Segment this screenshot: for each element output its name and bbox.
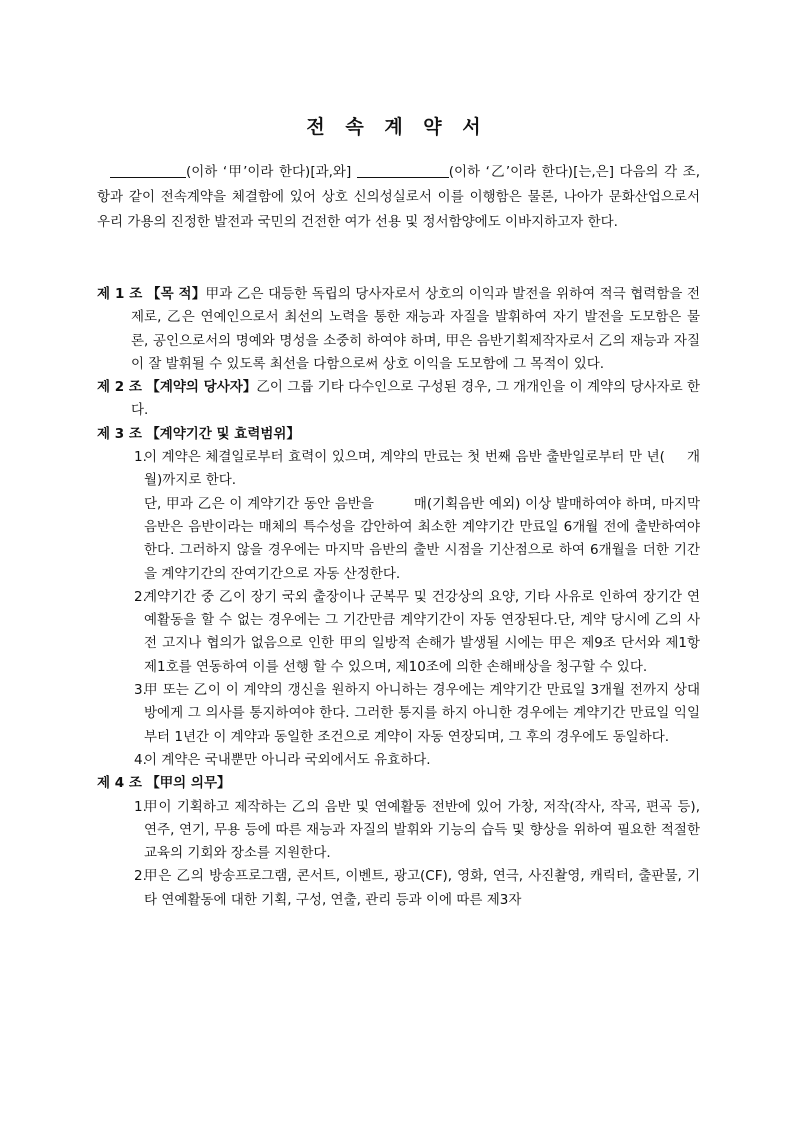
proviso-text: 매(기획음반 예외) 이상 발매하여야 하며, 마지막 음반은 음반이라는 매체의 특수성을 감안하여 최소한 계약기간 만료일 6개월 전에 출반하여야 한다. 그러하지 않을 경우에는 마지막 음반의 출반 시점을 기산점으로 하여 6개월을 더한 기간을 계약기간의 잔여기간으로 자동 산정한다. [144,495,700,582]
article-2-label: 제 2 조 [97,379,142,396]
article-3-item-2 [97,586,700,679]
article-4-item-1 [97,796,700,866]
article-1-label: 제 1 조 [97,286,143,302]
article-4-label: 제 4 조 [97,775,142,792]
article-2-text: 乙이 그룹 기타 다수인으로 구성된 경우, 그 개개인을 이 계약의 당사자로 한다. [131,379,700,419]
item-text: 甲이 기획하고 제작하는 乙의 음반 및 연예활동 전반에 있어 가창, 저작(작사, 작곡, 편곡 등), 연주, 연기, 무용 등에 따른 재능과 자질의 발휘와 기능의 습득 및 향상을 위하여 필요한 적절한 교육의 기회와 장소를 지원한다. [144,798,700,862]
articles [97,283,700,912]
item-text: 이 계약은 체결일로부터 효력이 있으며, 계약의 만료는 첫 번째 음반 출반일로부터 만 년( [144,449,665,466]
item-text: 계약기간 중 乙이 장기 국외 출장이나 군복무 및 건강상의 요양, 기타 사유로 인하여 장기간 연예활동을 할 수 없는 경우에는 그 기간만큼 계약기간이 자동 연장된다.단, 계약 당시에 乙의 사전 고지나 협의가 없음으로 인한 甲의 일방적 손해가 발생될 시에는 甲은 제9조 단서와 제1항 제1호를 연동하여 이를 선행 할 수 있으며, 제10조에 의한 손해배상을 청구할 수 있다. [144,588,700,675]
article-3-label: 제 3 조 [97,425,142,442]
article-4 [97,772,700,912]
article-3-item-1-proviso [97,493,700,586]
item-number: 2. [134,588,147,605]
item-number: 2. [134,868,147,885]
party-a-suffix: (이하 ‘甲’이라 한다)[과,와] [186,164,352,180]
item-number: 1. [134,798,147,815]
article-1 [97,283,700,376]
item-number: 1. [134,449,147,466]
item-text: 甲은 乙의 방송프로그램, 콘서트, 이벤트, 광고(CF), 영화, 연극, 사진촬영, 캐릭터, 출판물, 기타 연예활동에 대한 기획, 구성, 연출, 관리 등과 이에 따른 제3자 [144,868,700,908]
party-b-blank[interactable] [357,163,449,178]
article-3-item-4 [97,749,700,772]
item-text: 甲 또는 乙이 이 계약의 갱신을 원하지 아니하는 경우에는 계약기간 만료일 3개월 전까지 상대방에게 그 의사를 통지하여야 한다. 그러한 통지를 하지 아니한 경우에는 계약기간 만료일 익일부터 1년간 이 계약과 동일한 조건으로 계약이 자동 연장되며, 그 후의 경우에도 동일하다. [144,682,700,745]
proviso-text: 단, 甲과 乙은 이 계약기간 동안 음반을 [144,495,374,512]
article-3-item-3 [97,679,700,749]
intro-paragraph [97,160,700,235]
article-1-text: 甲과 乙은 대등한 독립의 당사자로서 상호의 이익과 발전을 위하여 적극 협력함을 전제로, 乙은 연예인으로서 최선의 노력을 통한 재능과 자질을 발휘하여 자기 발전을 도모함은 물론, 공인으로서의 명예와 명성을 소중히 하여야 하며, 甲은 음반기획제작자로서 乙의 재능과 자질이 잘 발휘될 수 있도록 최선을 다함으로써 상호 이익을 도모함에 그 목적이 있다. [131,286,700,372]
party-b-suffix: (이하 ‘乙’이라 한다)[는,은] 다음의 각 조, 항과 같이 전속계약을 체결함에 있어 상호 신의성실로서 이를 이행함은 물론, 나아가 문화산업으로서 우리 가용의 진정한 발전과 국민의 건전한 여가 선용 및 정서함양에도 이바지하고자 한다. [97,164,700,230]
article-1-heading: 【목 적】 [146,286,206,302]
article-4-heading: 【甲의 의무】 [146,775,231,792]
article-2-heading: 【계약의 당사자】 [146,379,257,396]
article-2 [97,376,700,423]
document-title: 전 속 계 약 서 [306,116,488,138]
party-a-blank[interactable] [110,163,186,178]
article-3-item-1 [97,446,700,493]
item-text: 개월)까지로 한다. [144,449,700,489]
item-text: 이 계약은 국내뿐만 아니라 국외에서도 유효하다. [144,751,431,768]
item-number: 4. [134,751,147,768]
item-number: 3. [134,682,147,699]
article-3 [97,423,700,772]
article-3-heading: 【계약기간 및 효력범위】 [146,425,300,442]
article-4-item-2 [97,865,700,912]
